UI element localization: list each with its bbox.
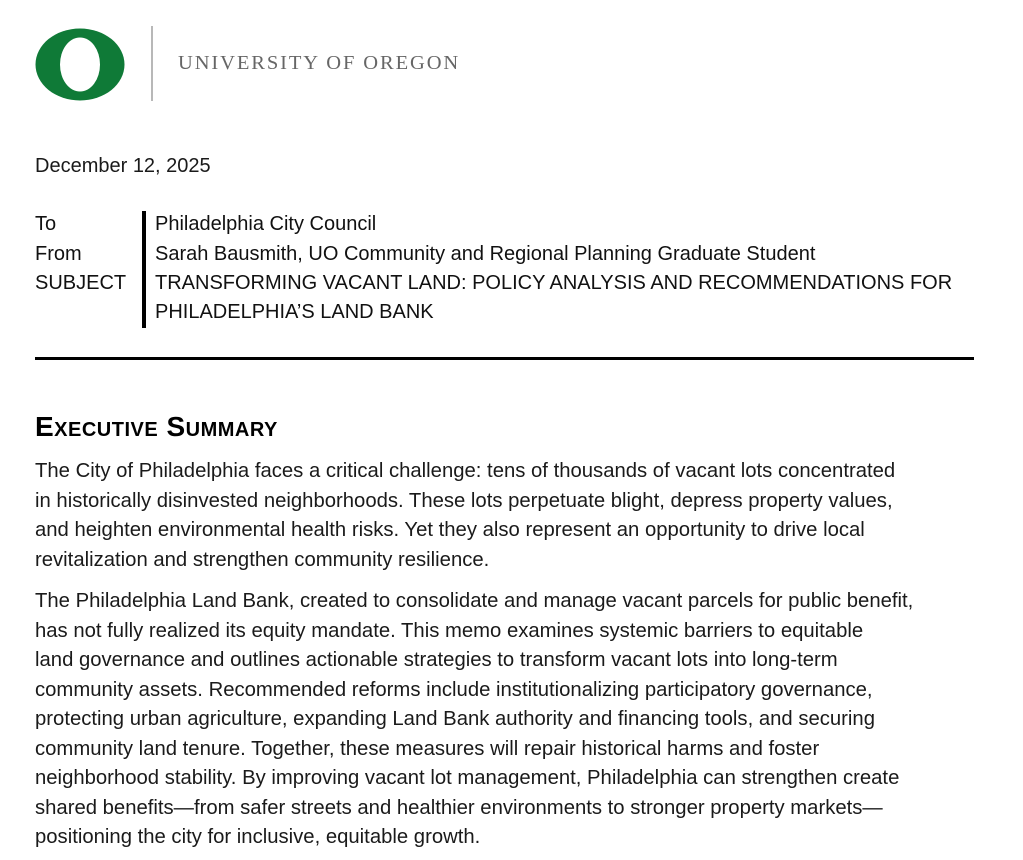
paragraph-line: and heighten environmental health risks. Yet they also represent an opportunity to drive local <box>35 519 865 541</box>
memo-date: December 12, 2025 <box>35 155 211 177</box>
logo-divider <box>151 26 153 101</box>
paragraph-line: community land tenure. Together, these measures will repair historical harms and foster <box>35 737 820 760</box>
paragraph-line: shared benefits—from safer streets and healthier environments to stronger property markets— <box>35 796 883 819</box>
subject-line-2: PHILADELPHIA’S LAND BANK <box>155 301 434 323</box>
summary-paragraph-2 <box>35 587 985 853</box>
from-label: From <box>35 243 82 265</box>
paragraph-line: revitalization and strengthen community resilience. <box>35 548 490 571</box>
executive-summary-heading: Executive Summary <box>35 411 278 442</box>
from-value: Sarah Bausmith, UO Community and Regional Planning Graduate Student <box>155 243 816 265</box>
paragraph-line: positioning the city for inclusive, equitable growth. <box>35 826 481 848</box>
memo-header-bar <box>142 211 146 328</box>
paragraph-line: neighborhood stability. By improving vacant lot management, Philadelphia can strengthen create <box>35 767 900 789</box>
to-value: Philadelphia City Council <box>155 213 377 235</box>
paragraph-line: in historically disinvested neighborhoods. These lots perpetuate blight, depress property values, <box>35 489 893 512</box>
paragraph-line: land governance and outlines actionable strategies to transform vacant lots into long-term <box>35 649 838 671</box>
university-name: UNIVERSITY OF OREGON <box>178 52 461 74</box>
paragraph-line: The Philadelphia Land Bank, created to consolidate and manage vacant parcels for public benefit, <box>35 590 914 612</box>
subject-line-1: TRANSFORMING VACANT LAND: POLICY ANALYSIS AND RECOMMENDATIONS FOR <box>155 272 953 294</box>
header-divider-rule <box>35 357 974 360</box>
paragraph-line: community assets. Recommended reforms include institutionalizing participatory governance, <box>35 678 873 701</box>
paragraph-line: The City of Philadelphia faces a critical challenge: tens of thousands of vacant lots concentrated <box>35 460 896 482</box>
summary-paragraph-1 <box>35 457 985 575</box>
logo-o-inner <box>60 38 100 92</box>
paragraph-line: has not fully realized its equity mandate. This memo examines systemic barriers to equitable <box>35 619 864 642</box>
to-label: To <box>35 213 57 235</box>
subject-label: SUBJECT <box>35 272 127 294</box>
paragraph-line: protecting urban agriculture, expanding Land Bank authority and financing tools, and securing <box>35 708 875 730</box>
university-of-oregon-o-logo-icon <box>35 28 125 101</box>
